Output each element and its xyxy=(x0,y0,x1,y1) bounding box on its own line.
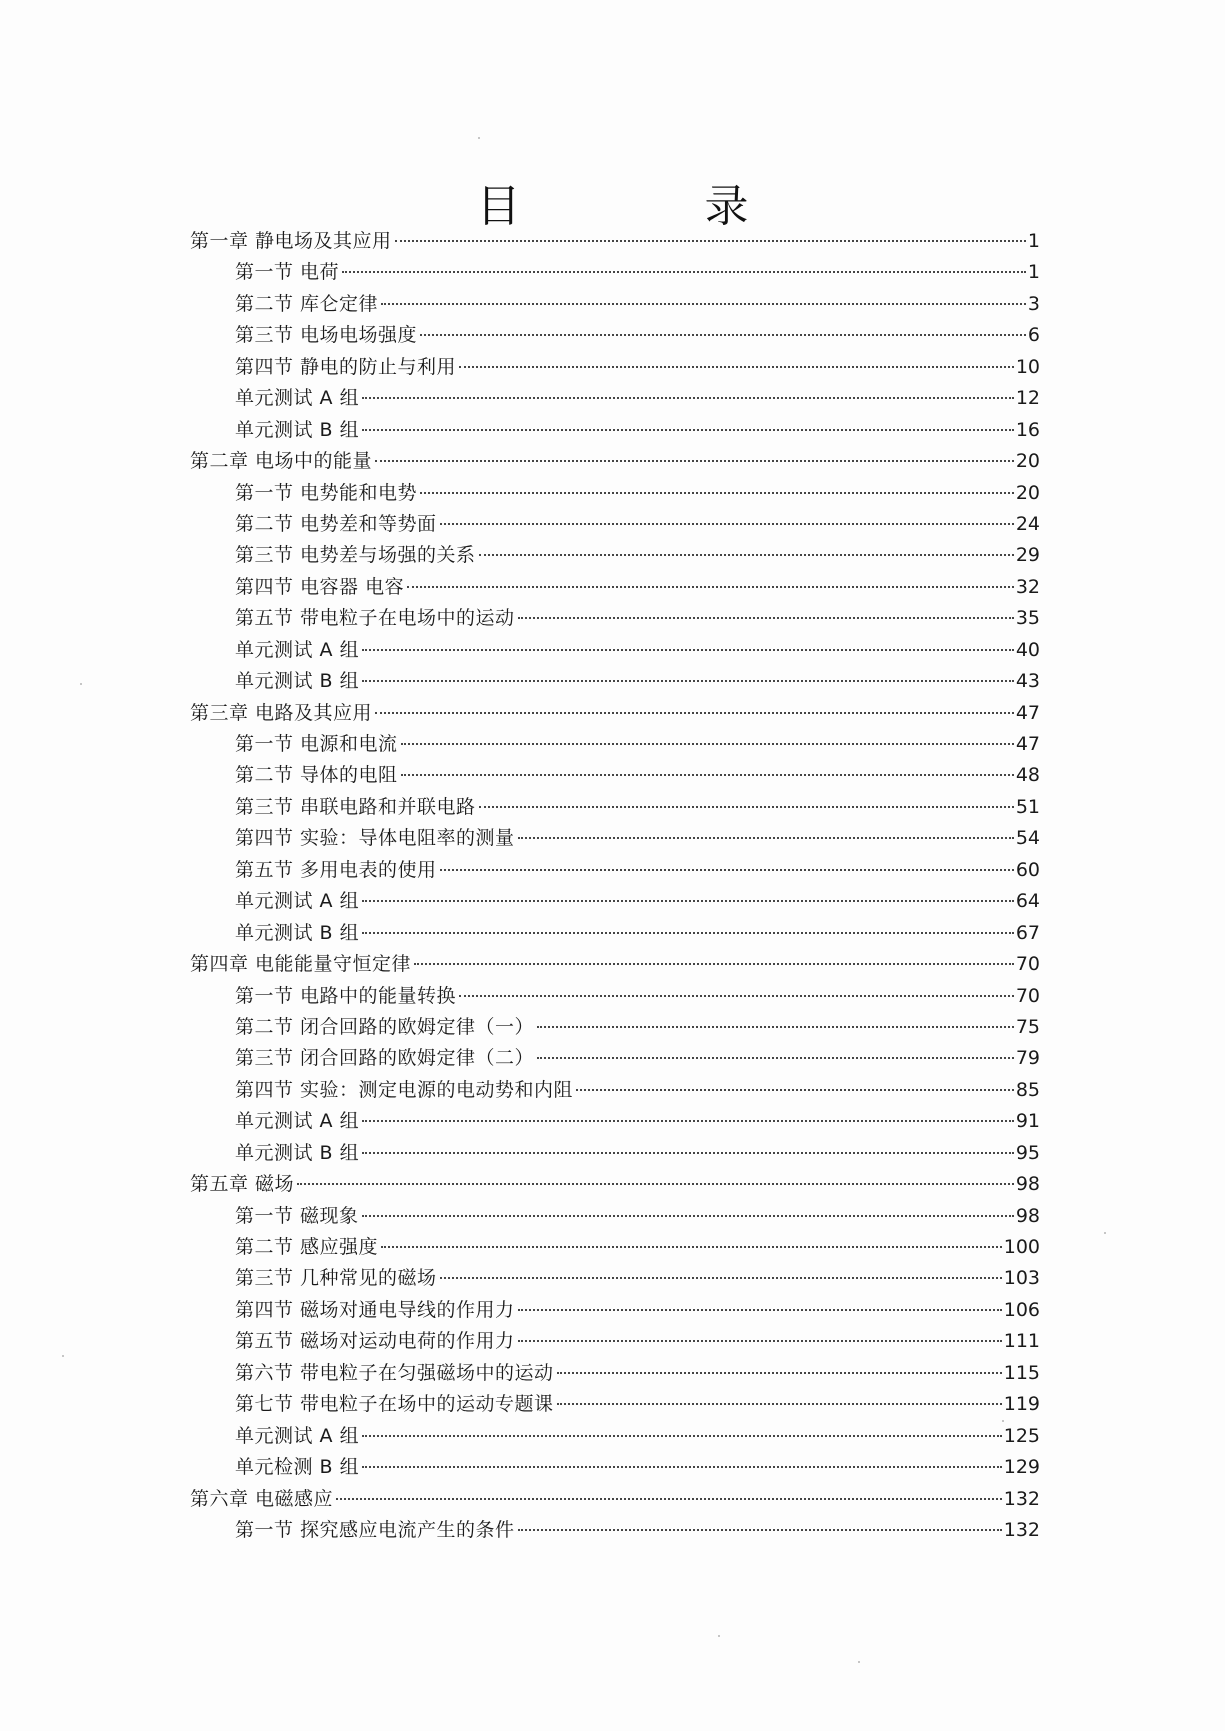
toc-entry-label: 第六节 带电粒子在匀强磁场中的运动 xyxy=(235,1361,554,1384)
toc-section-entry[interactable] xyxy=(190,1424,1040,1455)
toc-entry-page-number: 119 xyxy=(1003,1393,1040,1416)
toc-section-entry[interactable] xyxy=(190,1455,1040,1486)
toc-section-entry[interactable] xyxy=(190,826,1040,857)
dot-leader xyxy=(518,1529,1002,1531)
toc-entry-page-number: 125 xyxy=(1003,1424,1040,1447)
toc-entry-page-number: 24 xyxy=(1015,512,1040,535)
toc-entry-page-number: 32 xyxy=(1015,575,1040,598)
toc-section-entry[interactable] xyxy=(190,921,1040,952)
toc-entry-label: 第一节 探究感应电流产生的条件 xyxy=(235,1518,515,1541)
toc-entry-label: 单元测试 B 组 xyxy=(235,418,360,441)
toc-entry-page-number: 16 xyxy=(1015,418,1040,441)
dot-leader xyxy=(440,869,1014,871)
dot-leader xyxy=(362,1215,1014,1217)
toc-entry-label: 第三章 电路及其应用 xyxy=(190,701,373,724)
toc-entry-page-number: 35 xyxy=(1015,607,1040,630)
toc-entry-page-number: 64 xyxy=(1015,890,1040,913)
page-title: 目 录 xyxy=(476,181,819,232)
dot-leader xyxy=(537,1057,1014,1059)
toc-section-entry[interactable] xyxy=(190,1361,1040,1392)
toc-section-entry[interactable] xyxy=(190,606,1040,637)
toc-chapter-entry[interactable] xyxy=(190,229,1040,260)
dot-leader xyxy=(362,1152,1014,1154)
dot-leader xyxy=(576,1089,1014,1091)
toc-section-entry[interactable] xyxy=(190,858,1040,889)
toc-entry-label: 第二节 导体的电阻 xyxy=(235,764,398,787)
toc-entry-page-number: 51 xyxy=(1015,795,1040,818)
dot-leader xyxy=(362,932,1014,934)
toc-section-entry[interactable] xyxy=(190,323,1040,354)
dot-leader xyxy=(420,492,1014,494)
dot-leader xyxy=(297,1183,1014,1185)
toc-chapter-entry[interactable] xyxy=(190,1487,1040,1518)
toc-section-entry[interactable] xyxy=(190,1266,1040,1297)
toc-entry-label: 第一节 电势能和电势 xyxy=(235,481,418,504)
toc-entry-page-number: 95 xyxy=(1015,1141,1040,1164)
dot-leader xyxy=(401,743,1014,745)
toc-entry-page-number: 47 xyxy=(1015,733,1040,755)
toc-entry-page-number: 100 xyxy=(1003,1236,1040,1258)
toc-section-entry[interactable] xyxy=(190,1392,1040,1423)
dot-leader xyxy=(459,995,1014,997)
dot-leader xyxy=(440,523,1014,525)
scan-speck xyxy=(858,1661,860,1663)
toc-section-entry[interactable] xyxy=(190,1235,1040,1266)
toc-section-entry[interactable] xyxy=(190,638,1040,669)
toc-entry-label: 单元测试 A 组 xyxy=(235,638,360,661)
dot-leader xyxy=(395,240,1026,242)
toc-section-entry[interactable] xyxy=(190,1015,1040,1046)
toc-section-entry[interactable] xyxy=(190,1078,1040,1109)
toc-entry-page-number: 29 xyxy=(1015,544,1040,567)
toc-entry-page-number: 40 xyxy=(1015,638,1040,661)
toc-section-entry[interactable] xyxy=(190,575,1040,606)
toc-entry-label: 第四章 电能能量守恒定律 xyxy=(190,953,412,976)
dot-leader xyxy=(518,617,1014,619)
toc-chapter-entry[interactable] xyxy=(190,449,1040,480)
dot-leader xyxy=(381,1246,1002,1248)
toc-entry-label: 第五节 带电粒子在电场中的运动 xyxy=(235,607,515,630)
toc-entry-label: 第二章 电场中的能量 xyxy=(190,450,373,473)
toc-entry-page-number: 98 xyxy=(1015,1204,1040,1227)
dot-leader xyxy=(479,806,1014,808)
toc-entry-page-number: 48 xyxy=(1015,764,1040,787)
toc-entry-label: 第四节 磁场对通电导线的作用力 xyxy=(235,1298,515,1321)
dot-leader xyxy=(440,1277,1002,1279)
toc-entry-label: 单元测试 A 组 xyxy=(235,1424,360,1447)
dot-leader xyxy=(375,460,1014,462)
dot-leader xyxy=(414,963,1014,965)
dot-leader xyxy=(518,1309,1002,1311)
toc-entry-page-number: 132 xyxy=(1003,1487,1040,1510)
toc-entry-label: 第二节 闭合回路的欧姆定律（一） xyxy=(235,1015,535,1038)
toc-entry-page-number: 111 xyxy=(1003,1330,1040,1353)
toc-entry-page-number: 98 xyxy=(1015,1173,1040,1196)
toc-section-entry[interactable] xyxy=(190,260,1040,291)
dot-leader xyxy=(407,586,1014,588)
toc-chapter-entry[interactable] xyxy=(190,952,1040,983)
dot-leader xyxy=(362,1435,1002,1437)
toc-entry-label: 第三节 几种常见的磁场 xyxy=(235,1267,437,1290)
toc-entry-label: 第五节 多用电表的使用 xyxy=(235,858,437,881)
toc-entry-page-number: 70 xyxy=(1015,953,1040,976)
toc-section-entry[interactable] xyxy=(190,763,1040,794)
toc-section-entry[interactable] xyxy=(190,1204,1040,1235)
toc-section-entry[interactable] xyxy=(190,418,1040,449)
dot-leader xyxy=(401,774,1014,776)
toc-entry-page-number: 106 xyxy=(1003,1298,1040,1321)
toc-entry-label: 第一节 电源和电流 xyxy=(235,733,398,755)
toc-entry-label: 单元测试 A 组 xyxy=(235,890,360,913)
dot-leader xyxy=(537,1026,1014,1028)
toc-entry-page-number: 43 xyxy=(1015,670,1040,693)
toc-entry-label: 第一节 电路中的能量转换 xyxy=(235,984,457,1007)
dot-leader xyxy=(362,649,1014,651)
toc-entry-page-number: 60 xyxy=(1015,858,1040,881)
toc-section-entry[interactable] xyxy=(190,292,1040,323)
dot-leader xyxy=(381,303,1026,305)
dot-leader xyxy=(375,712,1014,714)
toc-entry-label: 第三节 闭合回路的欧姆定律（二） xyxy=(235,1047,535,1070)
toc-entry-label: 单元测试 B 组 xyxy=(235,921,360,944)
toc-entry-page-number: 70 xyxy=(1015,984,1040,1007)
toc-section-entry[interactable] xyxy=(190,386,1040,417)
toc-entry-label: 单元检测 B 组 xyxy=(235,1456,360,1479)
toc-section-entry[interactable] xyxy=(190,732,1040,763)
toc-section-entry[interactable] xyxy=(190,1329,1040,1360)
toc-entry-page-number: 12 xyxy=(1015,387,1040,410)
dot-leader xyxy=(459,366,1014,368)
scan-speck xyxy=(80,683,82,685)
toc-entry-page-number: 103 xyxy=(1003,1267,1040,1290)
toc-chapter-entry[interactable] xyxy=(190,701,1040,732)
toc-entry-label: 第二节 电势差和等势面 xyxy=(235,512,437,535)
dot-leader xyxy=(342,271,1026,273)
scan-speck xyxy=(1104,1232,1106,1234)
toc-section-entry[interactable] xyxy=(190,1141,1040,1172)
toc-entry-page-number: 20 xyxy=(1015,450,1040,473)
toc-entry-label: 第五节 磁场对运动电荷的作用力 xyxy=(235,1330,515,1353)
toc-entry-page-number: 79 xyxy=(1015,1047,1040,1070)
toc-section-entry[interactable] xyxy=(190,795,1040,826)
toc-section-entry[interactable] xyxy=(190,889,1040,920)
dot-leader xyxy=(362,900,1014,902)
dot-leader xyxy=(362,1466,1002,1468)
toc-entry-page-number: 75 xyxy=(1015,1015,1040,1038)
toc-entry-page-number: 132 xyxy=(1003,1518,1040,1541)
dot-leader xyxy=(518,837,1014,839)
toc-entry-label: 第六章 电磁感应 xyxy=(190,1487,334,1510)
toc-entry-label: 第四节 实验：导体电阻率的测量 xyxy=(235,827,515,850)
toc-entry-page-number: 85 xyxy=(1015,1078,1040,1101)
toc-section-entry[interactable] xyxy=(190,481,1040,512)
toc-entry-label: 第四节 静电的防止与利用 xyxy=(235,355,457,378)
toc-section-entry[interactable] xyxy=(190,512,1040,543)
toc-section-entry[interactable] xyxy=(190,1298,1040,1329)
table-of-contents xyxy=(190,229,1040,1549)
scan-speck xyxy=(62,1355,64,1357)
dot-leader xyxy=(336,1498,1002,1500)
dot-leader xyxy=(362,1120,1014,1122)
toc-entry-page-number: 20 xyxy=(1015,481,1040,504)
dot-leader xyxy=(362,397,1014,399)
toc-entry-label: 第七节 带电粒子在场中的运动专题课 xyxy=(235,1393,554,1416)
toc-entry-label: 第三节 电势差与场强的关系 xyxy=(235,544,476,567)
toc-entry-label: 第二节 库仑定律 xyxy=(235,292,379,315)
toc-entry-page-number: 3 xyxy=(1027,292,1040,315)
dot-leader xyxy=(420,334,1026,336)
toc-entry-page-number: 91 xyxy=(1015,1110,1040,1133)
toc-entry-label: 单元测试 B 组 xyxy=(235,1141,360,1164)
dot-leader xyxy=(557,1403,1002,1405)
toc-entry-label: 第一节 磁现象 xyxy=(235,1204,359,1227)
scan-speck xyxy=(1002,1420,1004,1422)
toc-entry-page-number: 67 xyxy=(1015,921,1040,944)
toc-entry-page-number: 115 xyxy=(1003,1361,1040,1384)
toc-entry-label: 第二节 感应强度 xyxy=(235,1236,379,1258)
scan-speck xyxy=(718,1635,720,1637)
toc-entry-page-number: 10 xyxy=(1015,355,1040,378)
dot-leader xyxy=(362,429,1014,431)
toc-entry-label: 第一节 电荷 xyxy=(235,261,340,284)
scan-speck xyxy=(478,137,480,139)
toc-section-entry[interactable] xyxy=(190,1109,1040,1140)
toc-entry-label: 单元测试 B 组 xyxy=(235,670,360,693)
toc-chapter-entry[interactable] xyxy=(190,1172,1040,1203)
dot-leader xyxy=(362,680,1014,682)
toc-entry-label: 第四节 电容器 电容 xyxy=(235,575,405,598)
toc-entry-label: 第三节 电场电场强度 xyxy=(235,324,418,347)
toc-entry-page-number: 1 xyxy=(1027,230,1040,252)
toc-entry-label: 第三节 串联电路和并联电路 xyxy=(235,795,476,818)
dot-leader xyxy=(557,1372,1002,1374)
toc-entry-page-number: 129 xyxy=(1003,1456,1040,1479)
toc-entry-page-number: 47 xyxy=(1015,701,1040,724)
toc-entry-page-number: 54 xyxy=(1015,827,1040,850)
toc-section-entry[interactable] xyxy=(190,669,1040,700)
toc-section-entry[interactable] xyxy=(190,1518,1040,1549)
toc-section-entry[interactable] xyxy=(190,543,1040,574)
toc-entry-label: 第五章 磁场 xyxy=(190,1173,295,1196)
toc-entry-page-number: 1 xyxy=(1027,261,1040,284)
dot-leader xyxy=(479,554,1014,556)
toc-entry-label: 单元测试 A 组 xyxy=(235,1110,360,1133)
toc-entry-page-number: 6 xyxy=(1027,324,1040,347)
toc-entry-label: 第一章 静电场及其应用 xyxy=(190,230,392,252)
toc-section-entry[interactable] xyxy=(190,1046,1040,1077)
toc-section-entry[interactable] xyxy=(190,355,1040,386)
toc-entry-label: 单元测试 A 组 xyxy=(235,387,360,410)
toc-entry-label: 第四节 实验：测定电源的电动势和内阻 xyxy=(235,1078,574,1101)
toc-section-entry[interactable] xyxy=(190,984,1040,1015)
dot-leader xyxy=(518,1340,1002,1342)
